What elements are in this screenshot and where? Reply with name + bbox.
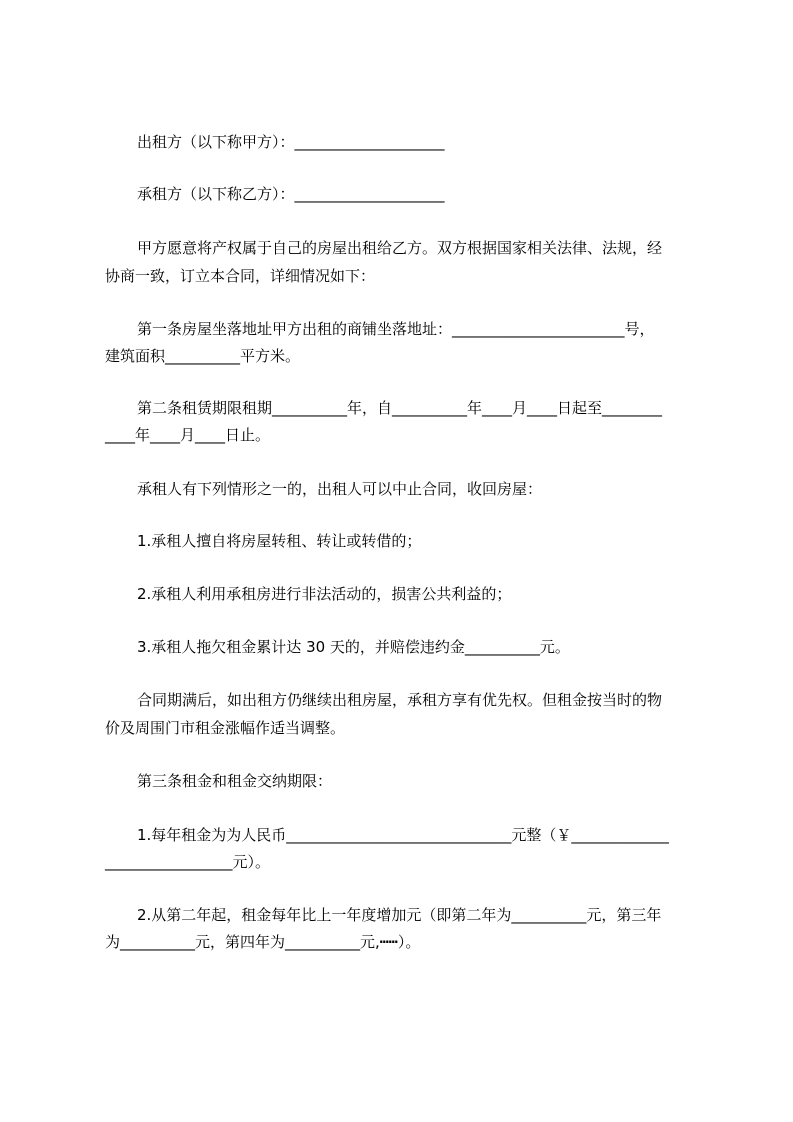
rent-item-2-line-2: 为__________元，第四年为__________元,┅┅）。: [105, 933, 421, 951]
article-1-line-1: 第一条房屋坐落地址甲方出租的商铺坐落地址：_______________________号，: [137, 320, 655, 338]
renewal-line-2: 价及周围门市租金涨幅作适当调整。: [105, 719, 346, 737]
preamble-line-2: 协商一致，订立本合同，详细情况如下：: [105, 267, 376, 285]
article-2-line-1: 第二条租赁期限租期__________年，自__________年____月____日起至________: [137, 399, 663, 417]
lessor-line: 出租方（以下称甲方）：____________________: [137, 133, 445, 151]
rent-item-2-line-1: 2.从第二年起，租金每年比上一年度增加元（即第二年为__________元，第三年: [137, 906, 662, 924]
lessee-line: 承租方（以下称乙方）：____________________: [137, 185, 445, 203]
rent-item-1-line-2: _________________元）。: [105, 853, 271, 871]
article-2-line-2: ____年____月____日止。: [105, 426, 271, 444]
preamble-line-1: 甲方愿意将产权属于自己的房屋出租给乙方。双方根据国家相关法律、法规，经: [137, 239, 663, 257]
termination-intro: 承租人有下列情形之一的，出租人可以中止合同，收回房屋：: [137, 480, 543, 498]
termination-item-2: 2.承租人利用承租房进行非法活动的，损害公共利益的；: [137, 585, 512, 603]
article-3-title: 第三条租金和租金交纳期限：: [137, 772, 333, 790]
article-1-line-2: 建筑面积__________平方米。: [105, 347, 301, 365]
termination-item-3: 3.承租人拖欠租金累计达 30 天的，并赔偿违约金__________元。: [137, 638, 570, 656]
rent-item-1-line-1: 1.每年租金为为人民币______________________________元整（￥_____________: [137, 826, 669, 844]
termination-item-1: 1.承租人擅自将房屋转租、转让或转借的；: [137, 532, 422, 550]
renewal-line-1: 合同期满后，如出租方仍继续出租房屋，承租方享有优先权。但租金按当时的物: [137, 691, 663, 709]
